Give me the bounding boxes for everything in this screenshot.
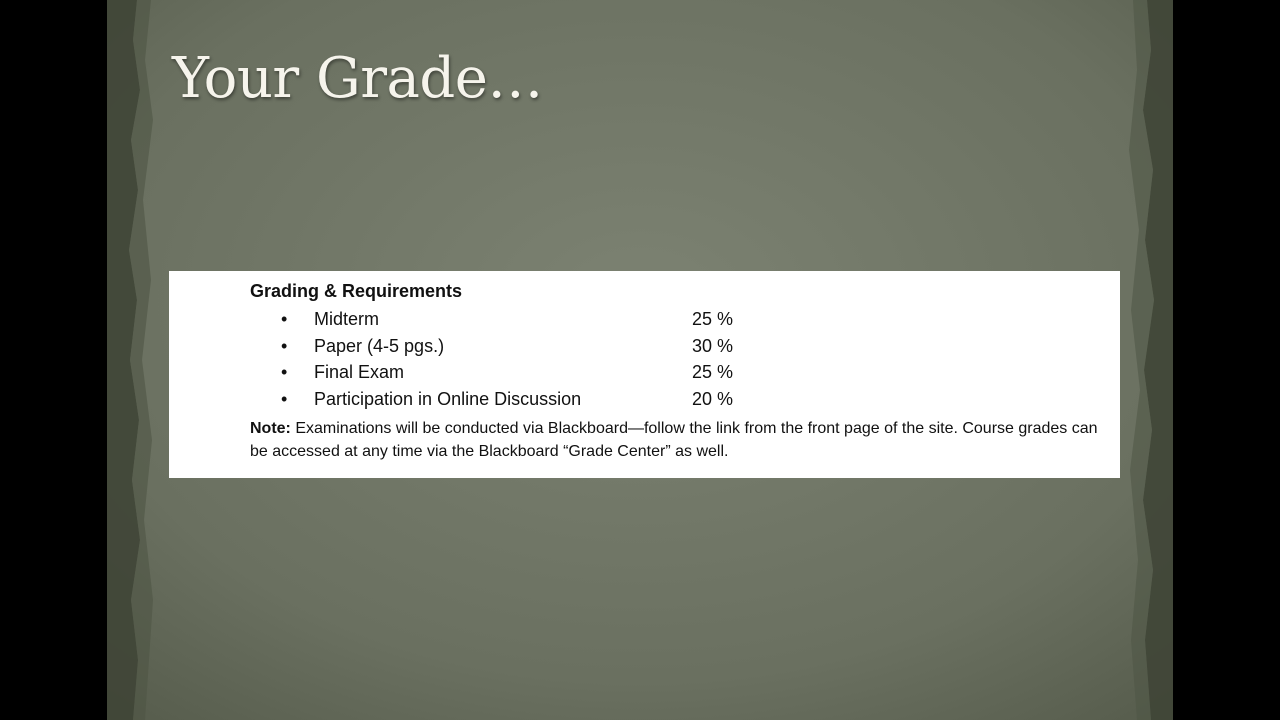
grading-requirements-panel bbox=[169, 271, 1120, 478]
slide-title: Your Grade… bbox=[172, 46, 543, 111]
bullet-icon: • bbox=[281, 309, 288, 329]
bullet-icon: • bbox=[281, 389, 288, 410]
grading-item-weight: 25 % bbox=[692, 362, 734, 383]
grading-note bbox=[250, 417, 1112, 463]
grading-item-label: Midterm bbox=[314, 309, 380, 329]
slide bbox=[107, 0, 1173, 720]
grading-heading: Grading & Requirements bbox=[250, 281, 463, 301]
grading-list bbox=[169, 306, 1120, 413]
note-text: Examinations will be conducted via Blackboard—follow the link from the front page of the site. Course grades can be accessed at any time via the Blackboard “Grade Center” as well. bbox=[250, 420, 1098, 460]
grading-item-midterm bbox=[169, 306, 1120, 333]
grading-item-weight: 25 % bbox=[692, 309, 734, 329]
bullet-icon: • bbox=[281, 362, 288, 383]
grading-item-final-exam bbox=[169, 359, 1120, 386]
grading-item-label: Participation in Online Discussion bbox=[314, 389, 582, 410]
bullet-icon: • bbox=[281, 335, 288, 356]
grading-item-label: Paper (4-5 pgs.) bbox=[314, 335, 445, 356]
note-label: Note: bbox=[250, 420, 291, 437]
grading-item-weight: 30 % bbox=[692, 335, 734, 356]
grading-item-paper bbox=[169, 333, 1120, 360]
grading-item-participation bbox=[169, 386, 1120, 413]
grading-item-weight: 20 % bbox=[692, 389, 734, 410]
grading-item-label: Final Exam bbox=[314, 362, 405, 383]
